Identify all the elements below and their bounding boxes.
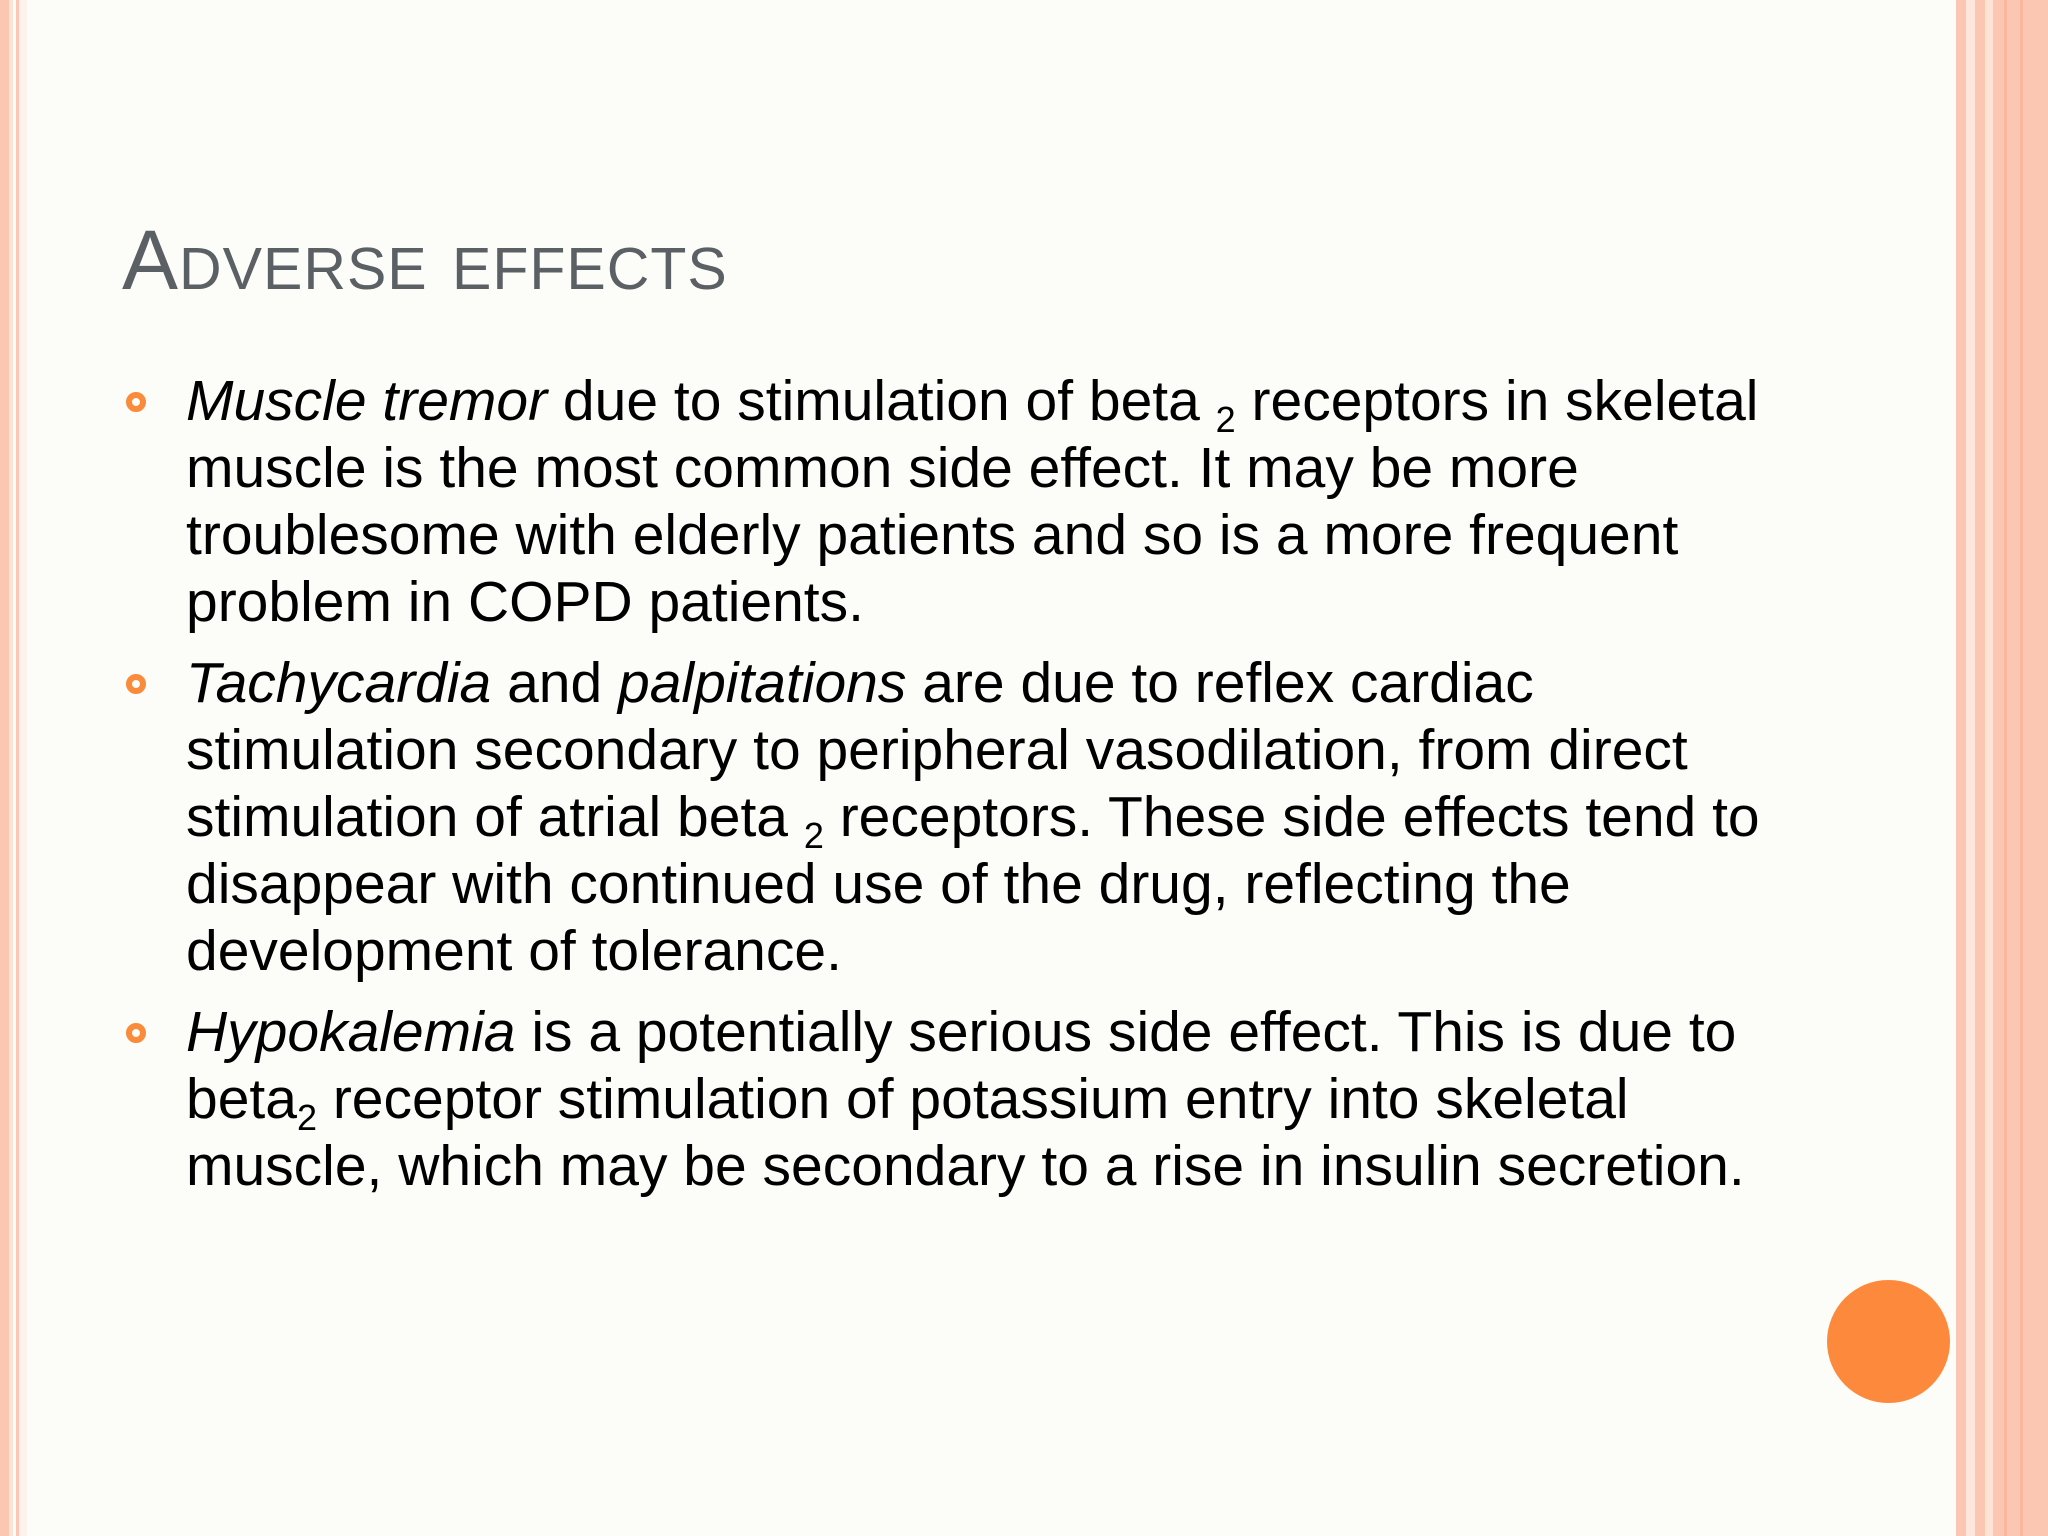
left-border-stripe — [0, 0, 9, 1536]
bullet-ring-icon — [126, 674, 146, 694]
bullet-text: receptors. These side effects tend to disappear with continued use of the drug, reflecting the development of tolerance. — [186, 785, 1760, 983]
bullet-emphasis: Hypokalemia — [186, 1000, 516, 1064]
bullet-muscle-tremor — [126, 368, 1766, 636]
right-border-stripe — [1975, 0, 1985, 1536]
bullet-emphasis: Muscle tremor — [186, 369, 548, 433]
bullet-list — [126, 368, 1766, 1214]
bullet-text: and — [491, 651, 619, 715]
right-border-stripe — [1985, 0, 1993, 1536]
right-border-stripe — [1966, 0, 1975, 1536]
slide-title: Adverse effects — [122, 213, 728, 307]
right-border-line — [2004, 0, 2007, 1536]
bullet-ring-icon — [126, 392, 146, 412]
decorative-orange-circle — [1827, 1280, 1950, 1403]
subscript: 2 — [803, 815, 824, 856]
subscript: 2 — [1215, 399, 1236, 440]
bullet-tachycardia — [126, 650, 1766, 985]
bullet-emphasis: palpitations — [618, 651, 907, 715]
bullet-hypokalemia — [126, 999, 1766, 1200]
right-border-stripe — [1956, 0, 1966, 1536]
right-border-line — [2020, 0, 2023, 1536]
subscript: 2 — [296, 1097, 317, 1138]
bullet-text: due to stimulation of beta — [547, 369, 1216, 433]
bullet-ring-icon — [126, 1023, 146, 1043]
bullet-text: is a potentially serious side effect. This is due to beta — [186, 1000, 1737, 1131]
bullet-emphasis: Tachycardia — [186, 651, 492, 715]
left-border-stripe — [9, 0, 13, 1536]
bullet-text: are due to reflex cardiac stimulation secondary to peripheral vasodilation, from direct stimulation of atrial beta — [186, 651, 1688, 849]
bullet-text: receptor stimulation of potassium entry into skeletal muscle, which may be secondary to a rise in insulin secretion. — [186, 1067, 1745, 1198]
left-border-stripe — [19, 0, 27, 1536]
bullet-text: receptors in skeletal muscle is the most common side effect. It may be more troublesome with elderly patients and so is a more frequent problem in COPD patients. — [186, 369, 1759, 634]
